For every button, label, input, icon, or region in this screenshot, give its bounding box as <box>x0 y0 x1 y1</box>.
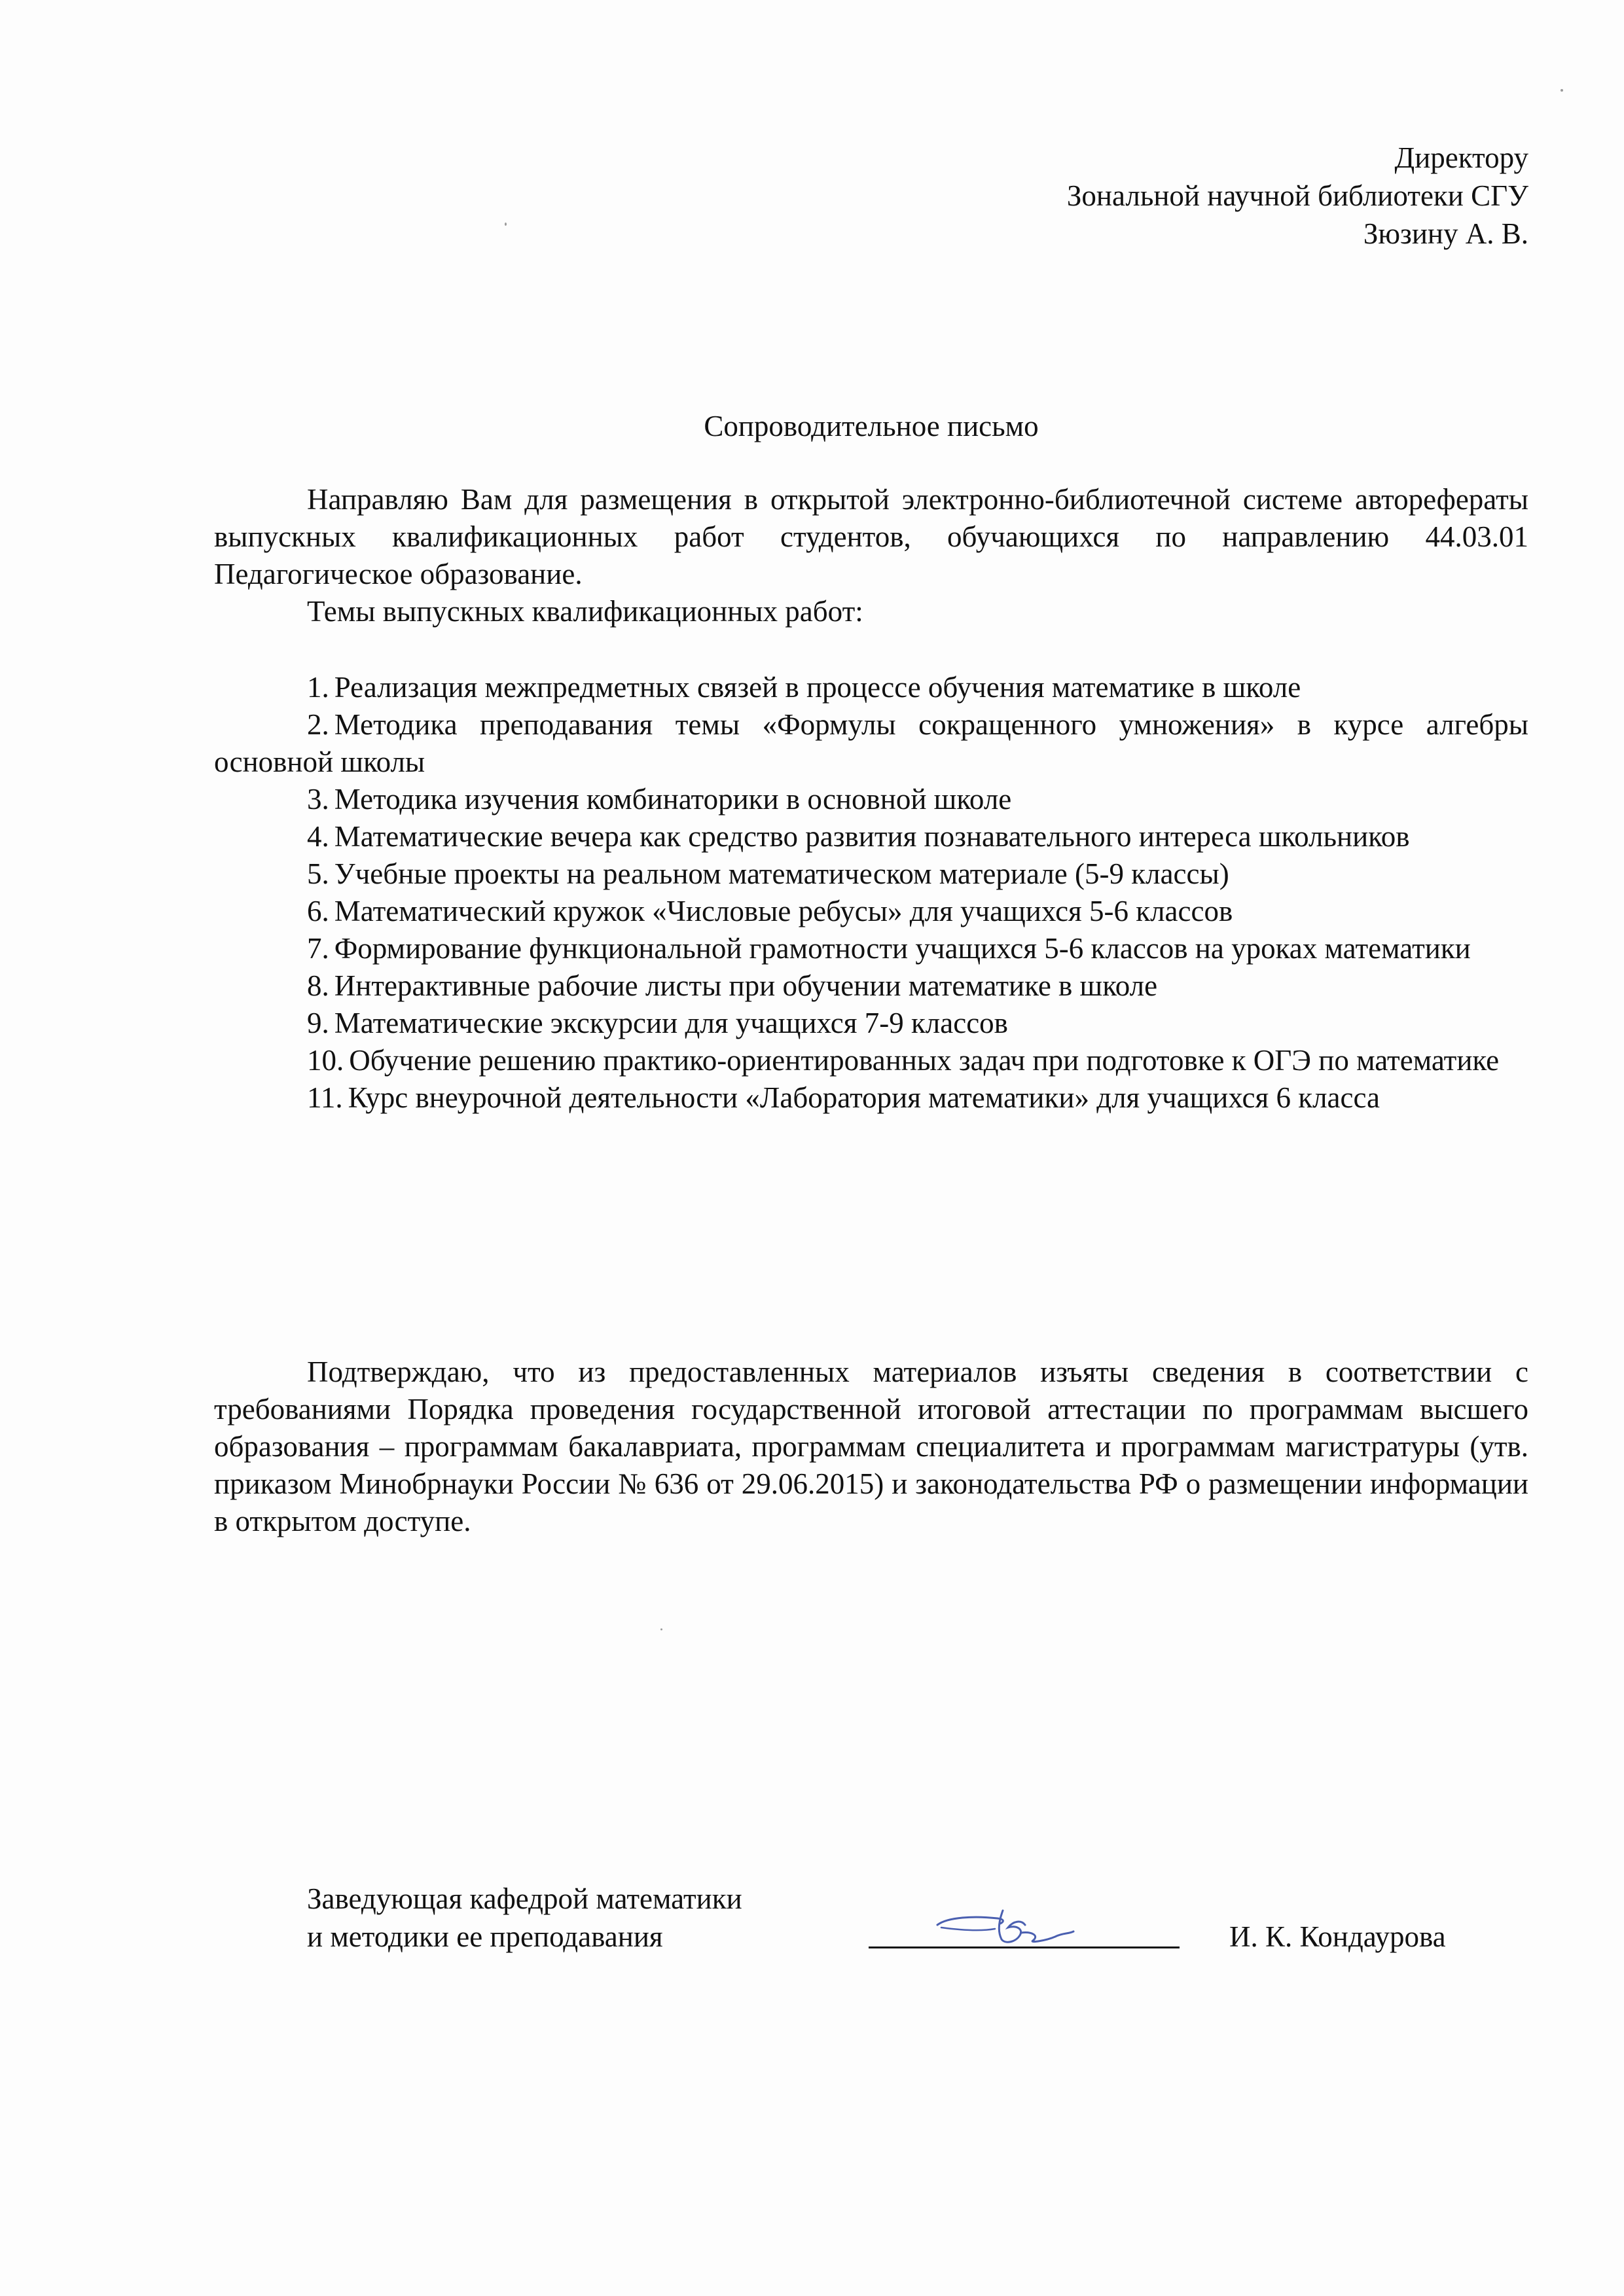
topic-text: Обучение решению практико-ориентированных задач при подготовке к ОГЭ по математике <box>349 1044 1500 1077</box>
topic-item <box>214 706 1528 781</box>
topic-text: Учебные проекты на реальном математическом материале (5-9 классы) <box>334 857 1229 890</box>
topics-list <box>214 669 1528 1117</box>
signatory-position <box>307 1880 742 1956</box>
topic-text: Математические вечера как средство развития познавательного интереса школьников <box>334 820 1410 853</box>
signature-line <box>869 1946 1180 1948</box>
topic-text: Методика изучения комбинаторики в основной школе <box>334 783 1012 816</box>
confirmation-paragraph: Подтверждаю, что из предоставленных материалов изъяты сведения в соответствии с требованиями Порядка проведения государственной итоговой аттестации по программам высшего образования – программам бакалавриата, программам специалитета и программам магистратуры (утв. приказом Минобрнауки России № 636 от 29.06.2015) и законодательства РФ о размещении информации в открытом доступе. <box>214 1355 1528 1537</box>
recipient-organization: Зональной научной библиотеки СГУ <box>1066 179 1528 212</box>
scan-speck <box>1561 89 1563 92</box>
topic-item <box>214 781 1528 818</box>
topic-number: 1. <box>307 671 329 704</box>
topic-item <box>214 1005 1528 1042</box>
intro-paragraph: Направляю Вам для размещения в открытой электронно-библиотечной системе авторефераты выпускных квалификационных работ студентов, обучающихся по направлению 44.03.01 Педагогическое образование. <box>214 483 1528 590</box>
topic-item <box>214 967 1528 1005</box>
topic-text: Математический кружок «Числовые ребусы» для учащихся 5-6 классов <box>334 895 1233 927</box>
topic-item <box>214 855 1528 893</box>
topic-number: 10. <box>307 1044 344 1077</box>
signer-name: И. К. Кондаурова <box>1229 1920 1446 1953</box>
topics-heading: Темы выпускных квалификационных работ: <box>307 595 863 628</box>
signatory-position-line1: Заведующая кафедрой математики <box>307 1882 742 1915</box>
topic-item <box>214 1079 1528 1117</box>
topic-item <box>214 669 1528 706</box>
topic-number: 5. <box>307 857 329 890</box>
topic-number: 3. <box>307 783 329 816</box>
topic-number: 8. <box>307 969 329 1002</box>
topic-item <box>214 893 1528 930</box>
recipient-name: Зюзину А. В. <box>1363 217 1528 250</box>
topic-number: 4. <box>307 820 329 853</box>
handwritten-signature <box>935 1901 1079 1947</box>
topic-text: Методика преподавания темы «Формулы сокращенного умножения» в курсе алгебры основной школы <box>214 708 1528 778</box>
scan-speck <box>505 223 507 226</box>
topic-number: 9. <box>307 1007 329 1039</box>
topic-text: Математические экскурсии для учащихся 7-9 классов <box>334 1007 1008 1039</box>
topic-text: Курс внеурочной деятельности «Лаборатория математики» для учащихся 6 класса <box>348 1081 1380 1114</box>
topic-text: Интерактивные рабочие листы при обучении математике в школе <box>334 969 1158 1002</box>
scan-speck <box>660 1628 662 1630</box>
topic-item <box>214 818 1528 855</box>
topic-number: 6. <box>307 895 329 927</box>
recipient-block <box>720 139 1528 253</box>
topic-text: Реализация межпредметных связей в процессе обучения математике в школе <box>334 671 1301 704</box>
topic-text: Формирование функциональной грамотности учащихся 5-6 классов на уроках математики <box>334 932 1471 965</box>
signatory-position-line2: и методики ее преподавания <box>307 1920 663 1953</box>
topic-item <box>214 1042 1528 1079</box>
topic-item <box>214 930 1528 967</box>
topic-number: 11. <box>307 1081 343 1114</box>
topic-number: 7. <box>307 932 329 965</box>
letter-title: Сопроводительное письмо <box>704 410 1039 442</box>
topic-number: 2. <box>307 708 329 741</box>
recipient-title: Директору <box>1394 141 1528 174</box>
